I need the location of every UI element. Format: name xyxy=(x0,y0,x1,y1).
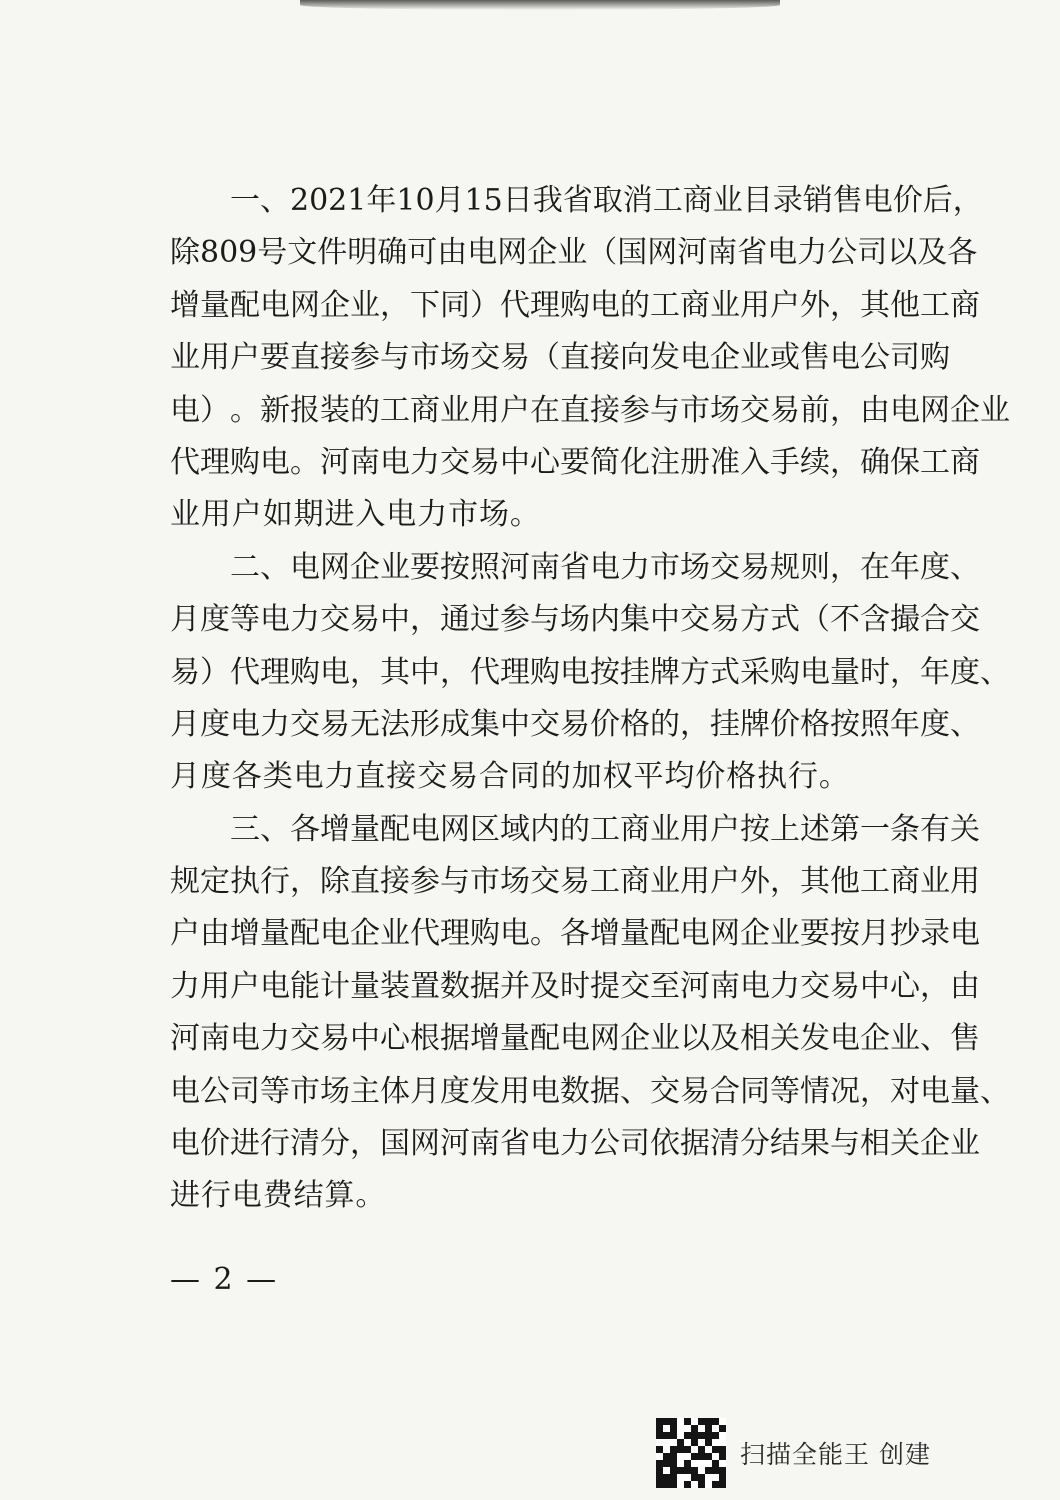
text-line: 业用户如期进入电力市场。 xyxy=(170,497,541,533)
text-line: 代 理 购 电 。 河 南 电 力 交 易 中 心 要 简 化 注 册 准 入 手 续 ， 确 保 工 商 xyxy=(170,444,980,480)
text-line: 月 度 等 电 力 交 易 中 ， 通 过 参 与 场 内 集 中 交 易 方 式 （ 不 含 撮 合 交 xyxy=(170,602,980,638)
scan-edge-shadow xyxy=(300,0,780,10)
text-line: 易 ） 代 理 购 电 ， 其 中 ， 代 理 购 电 按 挂 牌 方 式 采 购 电 量 时 ， 年 度 、 xyxy=(170,654,1010,690)
text-line: 力 用 户 电 能 计 量 装 置 数 据 并 及 时 提 交 至 河 南 电 力 交 易 中 心 ， 由 xyxy=(170,968,980,1004)
text-line: 一 、 2021 年 10 月 15 日 我 省 取 消 工 商 业 目 录 销 售 电 价 后 ， xyxy=(230,183,983,218)
text-line: 业 用 户 要 直 接 参 与 市 场 交 易 （ 直 接 向 发 电 企 业 或 售 电 公 司 购 xyxy=(170,340,950,376)
paragraph-2 xyxy=(170,542,1010,804)
text-line: 月 度 电 力 交 易 无 法 形 成 集 中 交 易 价 格 的 ， 挂 牌 价 格 按 照 年 度 、 xyxy=(170,706,980,742)
watermark-text: 扫描全能王 创建 xyxy=(740,1440,931,1469)
text-line: 电 公 司 等 市 场 主 体 月 度 发 用 电 数 据 、 交 易 合 同 等 情 况 ， 对 电 量 、 xyxy=(170,1073,1010,1109)
text-line: 电 ） 。 新 报 装 的 工 商 业 用 户 在 直 接 参 与 市 场 交 易 前 ， 由 电 网 企 业 xyxy=(170,392,1010,428)
paragraph-1 xyxy=(170,175,1010,542)
text-line: 月度各类电力直接交易合同的加权平均价格执行。 xyxy=(170,759,850,795)
text-line: 河 南 电 力 交 易 中 心 根 据 增 量 配 电 网 企 业 以 及 相 关 发 电 企 业 、 售 xyxy=(170,1021,980,1057)
text-line: 除 809 号 文 件 明 确 可 由 电 网 企 业 （ 国 网 河 南 省 电 力 公 司 以 及 各 xyxy=(170,235,978,271)
text-line: 增 量 配 电 网 企 业 ， 下 同 ） 代 理 购 电 的 工 商 业 用 户 外 ， 其 他 工 商 xyxy=(170,287,980,323)
text-line: 电 价 进 行 清 分 ， 国 网 河 南 省 电 力 公 司 依 据 清 分 结 果 与 相 关 企 业 xyxy=(170,1126,980,1162)
qr-code-icon xyxy=(656,1418,726,1488)
text-line: 进行电费结算。 xyxy=(170,1178,387,1214)
paragraph-3 xyxy=(170,804,1010,1223)
document-body xyxy=(170,175,1010,1223)
page-number: — 2 — xyxy=(170,1262,279,1297)
text-line: 规 定 执 行 ， 除 直 接 参 与 市 场 交 易 工 商 业 用 户 外 ， 其 他 工 商 业 用 xyxy=(170,864,980,900)
text-line: 三 、 各 增 量 配 电 网 区 域 内 的 工 商 业 用 户 按 上 述 第 一 条 有 关 xyxy=(230,811,980,847)
text-line: 二 、 电 网 企 业 要 按 照 河 南 省 电 力 市 场 交 易 规 则 ， 在 年 度 、 xyxy=(230,549,980,585)
text-line: 户 由 增 量 配 电 企 业 代 理 购 电 。 各 增 量 配 电 网 企 业 要 按 月 抄 录 电 xyxy=(170,916,980,952)
scanner-watermark xyxy=(656,1418,931,1488)
